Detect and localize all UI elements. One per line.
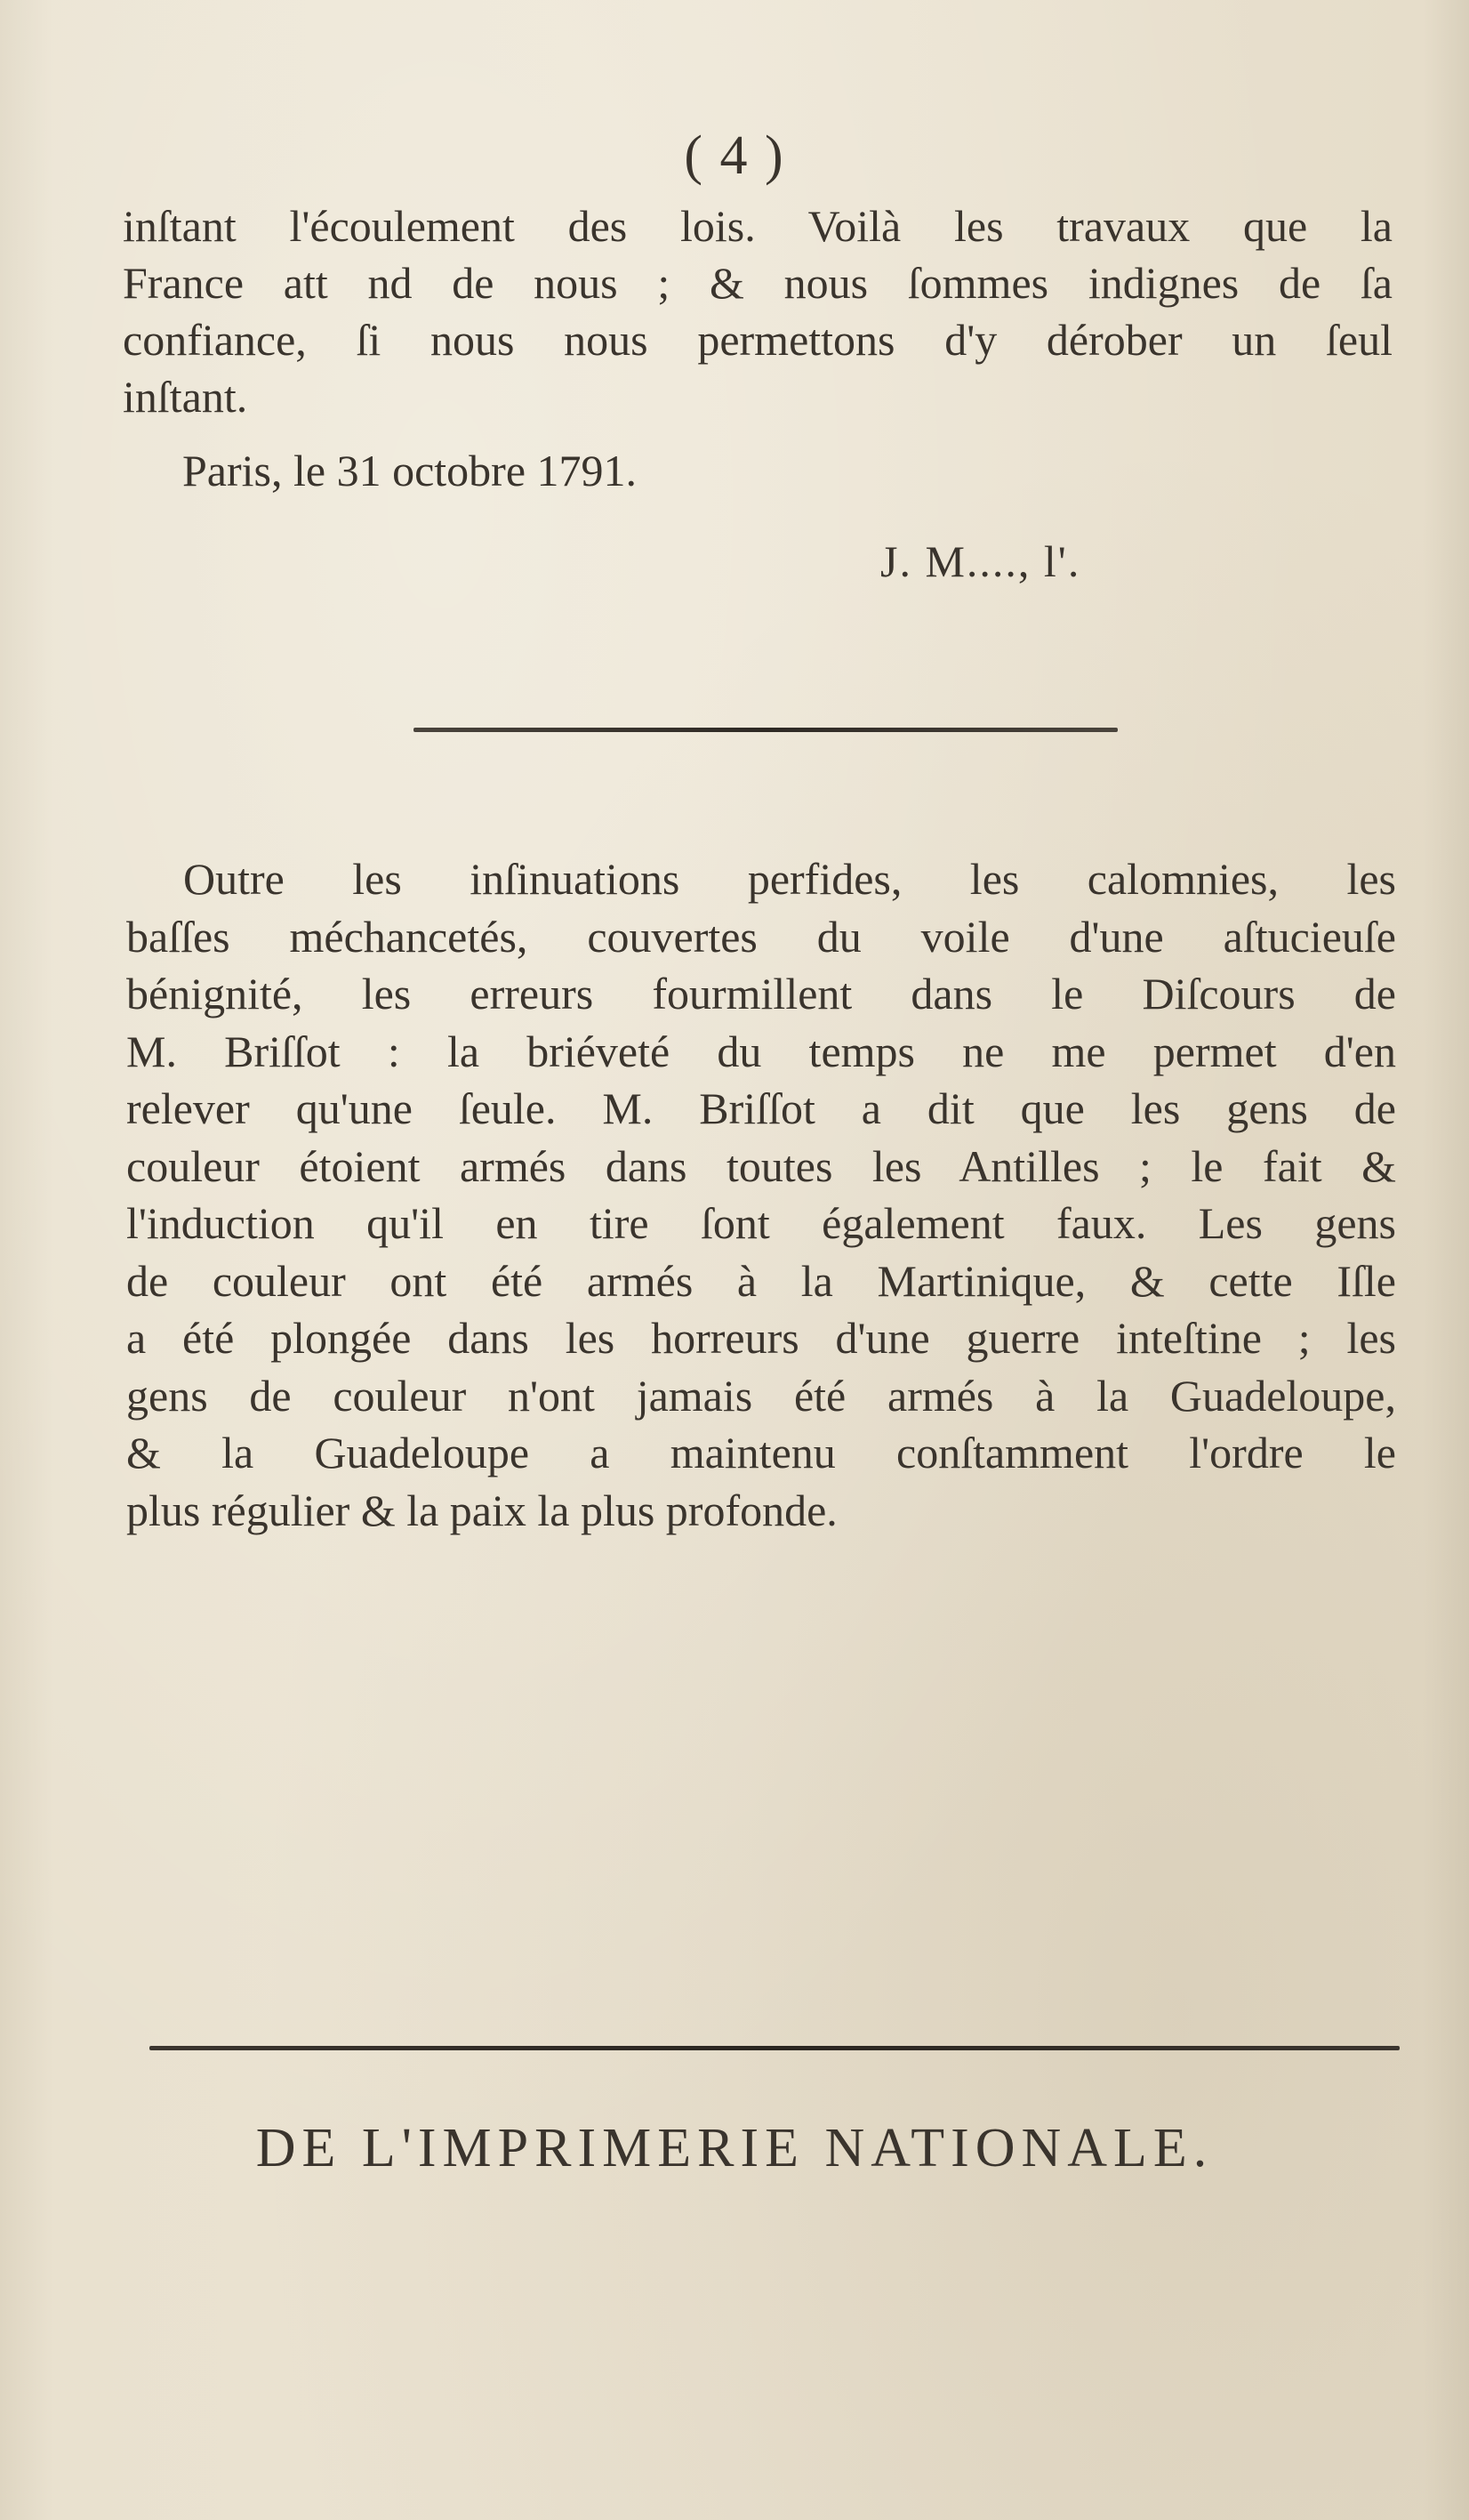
text-line: bénignité, les erreurs fourmillent dans le Diſcours de xyxy=(126,969,1396,1018)
text-line: M. Briſſot : la briéveté du temps ne me permet d'en xyxy=(126,1026,1396,1076)
text-line: confiance, ſi nous nous permettons d'y dérober un ſeul xyxy=(123,315,1393,365)
signature: J. M...., l'. xyxy=(880,536,1081,586)
section-divider xyxy=(413,728,1118,732)
closing-paragraph xyxy=(123,197,1393,425)
printer-imprint: DE L'IMPRIMERIE NATIONALE. xyxy=(255,2118,1214,2178)
main-paragraph xyxy=(126,850,1396,1539)
text-line: a été plongée dans les horreurs d'une guerre inteſtine ; les xyxy=(126,1313,1396,1363)
text-line: de couleur ont été armés à la Martinique, & cette Iſle xyxy=(126,1255,1396,1306)
dateline: Paris, le 31 octobre 1791. xyxy=(182,446,638,495)
page-number: ( 4 ) xyxy=(684,125,785,186)
text-line: inſtant l'écoulement des lois. Voilà les travaux que la xyxy=(123,201,1393,251)
text-line: France att nd de nous ; & nous ſommes indignes de ſa xyxy=(123,258,1393,308)
text-line: couleur étoient armés dans toutes les Antilles ; le fait & xyxy=(126,1140,1396,1191)
text-line: Outre les inſinuations perfides, les calomnies, les xyxy=(183,854,1396,904)
text-line: baſſes méchancetés, couvertes du voile d'une aſtucieuſe xyxy=(126,911,1396,962)
footer-divider xyxy=(149,2046,1400,2050)
text-line: relever qu'une ſeule. M. Briſſot a dit que les gens de xyxy=(126,1083,1396,1133)
text-line: plus régulier & la paix la plus profonde. xyxy=(126,1485,838,1535)
text-line: l'induction qu'il en tire ſont également faux. Les gens xyxy=(126,1198,1396,1248)
text-line: gens de couleur n'ont jamais été armés à la Guadeloupe, xyxy=(126,1370,1396,1421)
text-line: inſtant. xyxy=(123,372,248,422)
text-line: & la Guadeloupe a maintenu conſtamment l'ordre le xyxy=(126,1428,1396,1477)
